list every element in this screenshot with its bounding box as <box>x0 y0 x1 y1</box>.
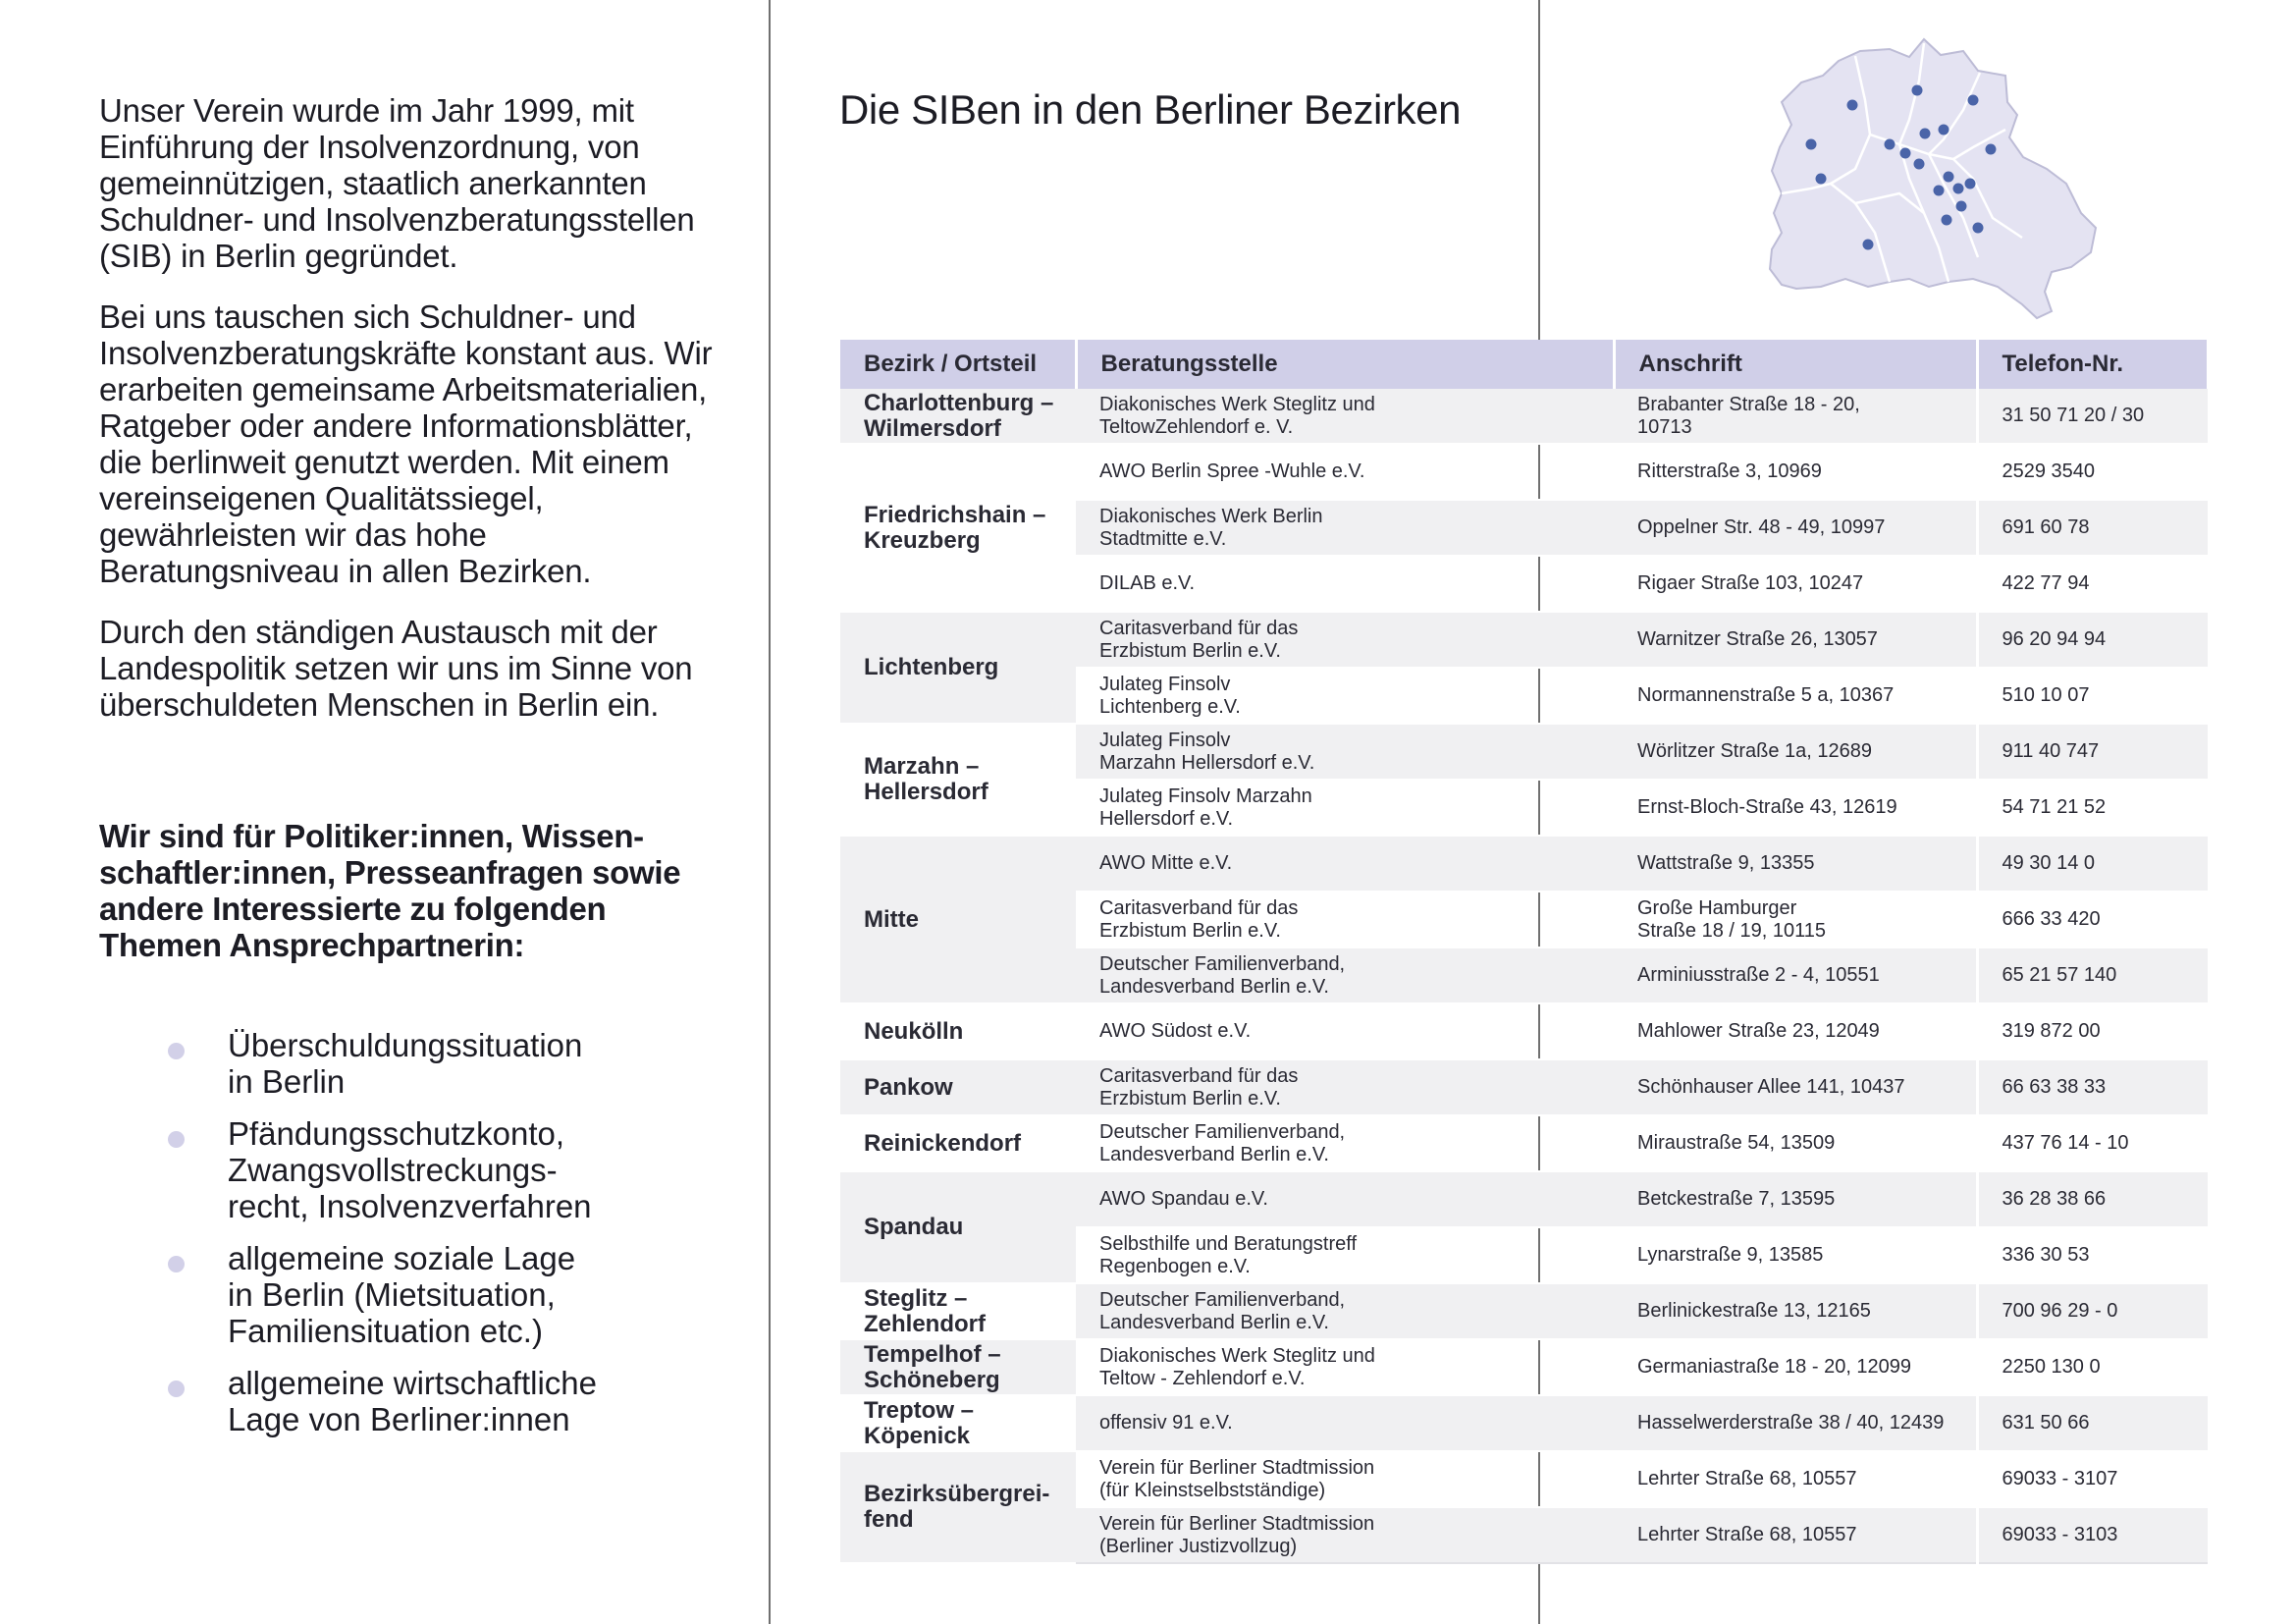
cell-beratungsstelle: Diakonisches Werk Berlin Stadtmitte e.V. <box>1076 500 1614 556</box>
table-body <box>840 389 2208 1563</box>
cell-bezirk: Neukölln <box>840 1003 1076 1059</box>
cell-anschrift: Lehrter Straße 68, 10557 <box>1614 1507 1977 1563</box>
cell-beratungsstelle: Deutscher Familienverband, Landesverband Berlin e.V. <box>1076 947 1614 1003</box>
cell-anschrift: Warnitzer Straße 26, 13057 <box>1614 612 1977 668</box>
cell-beratungsstelle: Julateg Finsolv Lichtenberg e.V. <box>1076 668 1614 724</box>
cell-anschrift: Oppelner Str. 48 - 49, 10997 <box>1614 500 1977 556</box>
cell-telefon: 36 28 38 66 <box>1977 1171 2208 1227</box>
cell-telefon: 336 30 53 <box>1977 1227 2208 1283</box>
cell-beratungsstelle: AWO Berlin Spree -Wuhle e.V. <box>1076 444 1614 500</box>
intro-paragraph-1: Unser Verein wurde im Jahr 1999, mit Einführung der Insolvenzordnung, von gemeinnützigen, staatlich anerkannten Schuldner- und Insolvenzberatungsstellen (SIB) in Berlin gegründet. <box>99 92 695 274</box>
col-header-bezirk: Bezirk / Ortsteil <box>840 340 1076 389</box>
cell-anschrift: Schönhauser Allee 141, 10437 <box>1614 1059 1977 1115</box>
cell-beratungsstelle: DILAB e.V. <box>1076 556 1614 612</box>
cell-anschrift: Betckestraße 7, 13595 <box>1614 1171 1977 1227</box>
cell-beratungsstelle: Julateg Finsolv Marzahn Hellersdorf e.V. <box>1076 780 1614 836</box>
intro-paragraph-2: Bei uns tauschen sich Schuldner- und Insolvenzberatungskräfte konstant aus. Wir erarbeiten gemeinsame Arbeitsmaterialien, Ratgeber oder andere Informationsblätter, die berlinweit genutzt werden. Mit einem vereinseigenen Qualitätssiegel, gewährleisten wir das hohe Beratungsniveau in allen Bezirken. <box>99 298 713 589</box>
topic-item <box>99 1365 727 1437</box>
left-panel <box>99 92 727 1453</box>
cell-beratungsstelle: Deutscher Familienverband, Landesverband Berlin e.V. <box>1076 1115 1614 1171</box>
bullet-icon <box>168 1131 185 1148</box>
table-row <box>840 1003 2208 1059</box>
cell-anschrift: Große Hamburger Straße 18 / 19, 10115 <box>1614 892 1977 947</box>
cell-anschrift: Ritterstraße 3, 10969 <box>1614 444 1977 500</box>
fold-line-left <box>769 0 771 1624</box>
cell-bezirk: Pankow <box>840 1059 1076 1115</box>
topic-item <box>99 1115 727 1224</box>
table-row <box>840 1283 2208 1339</box>
cell-beratungsstelle: Verein für Berliner Stadtmission (für Kleinstselbstständige) <box>1076 1451 1614 1507</box>
table-row <box>840 389 2208 444</box>
topic-list <box>99 1027 727 1437</box>
cell-anschrift: Brabanter Straße 18 - 20, 10713 <box>1614 389 1977 444</box>
cell-anschrift: Wattstraße 9, 13355 <box>1614 836 1977 892</box>
table-row <box>840 612 2208 668</box>
cell-bezirk: Charlottenburg – Wilmersdorf <box>840 389 1076 444</box>
cell-beratungsstelle: AWO Spandau e.V. <box>1076 1171 1614 1227</box>
cell-bezirk: Treptow – Köpenick <box>840 1395 1076 1451</box>
cell-anschrift: Normannenstraße 5 a, 10367 <box>1614 668 1977 724</box>
berlin-map-icon <box>1752 22 2106 326</box>
table-row <box>840 1451 2208 1507</box>
cell-anschrift: Hasselwerderstraße 38 / 40, 12439 <box>1614 1395 1977 1451</box>
cell-anschrift: Miraustraße 54, 13509 <box>1614 1115 1977 1171</box>
topic-label: Überschuldungssituation in Berlin <box>228 1027 583 1100</box>
col-header-telefon: Telefon-Nr. <box>1977 340 2208 389</box>
cell-telefon: 422 77 94 <box>1977 556 2208 612</box>
cell-bezirk: Reinickendorf <box>840 1115 1076 1171</box>
cell-beratungsstelle: Caritasverband für das Erzbistum Berlin e.V. <box>1076 612 1614 668</box>
cell-telefon: 700 96 29 - 0 <box>1977 1283 2208 1339</box>
bullet-icon <box>168 1043 185 1059</box>
cell-anschrift: Arminiusstraße 2 - 4, 10551 <box>1614 947 1977 1003</box>
cell-bezirk: Tempelhof – Schöneberg <box>840 1339 1076 1395</box>
table-row <box>840 724 2208 780</box>
intro-paragraph-3: Durch den ständigen Austausch mit der Landespolitik setzen wir uns im Sinne von überschuldeten Menschen in Berlin ein. <box>99 614 693 723</box>
cell-telefon: 69033 - 3103 <box>1977 1507 2208 1563</box>
cell-telefon: 510 10 07 <box>1977 668 2208 724</box>
cell-telefon: 66 63 38 33 <box>1977 1059 2208 1115</box>
topic-item <box>99 1027 727 1100</box>
cell-telefon: 65 21 57 140 <box>1977 947 2208 1003</box>
topic-item <box>99 1240 727 1349</box>
cell-beratungsstelle: Caritasverband für das Erzbistum Berlin e.V. <box>1076 1059 1614 1115</box>
cell-anschrift: Rigaer Straße 103, 10247 <box>1614 556 1977 612</box>
cell-bezirk: Spandau <box>840 1171 1076 1283</box>
table-row <box>840 1171 2208 1227</box>
contact-lead: Wir sind für Politiker:innen, Wissen-schaftler:innen, Presseanfragen sowie andere Interessierte zu folgenden Themen Ansprechpartnerin: <box>99 818 681 963</box>
table-row <box>840 836 2208 892</box>
cell-bezirk: Friedrichshain – Kreuzberg <box>840 444 1076 612</box>
cell-anschrift: Wörlitzer Straße 1a, 12689 <box>1614 724 1977 780</box>
cell-bezirk: Mitte <box>840 836 1076 1003</box>
cell-beratungsstelle: Selbsthilfe und Beratungstreff Regenbogen e.V. <box>1076 1227 1614 1283</box>
cell-anschrift: Lynarstraße 9, 13585 <box>1614 1227 1977 1283</box>
topic-label: allgemeine soziale Lage in Berlin (Mietsituation, Familiensituation etc.) <box>228 1240 576 1349</box>
cell-bezirk: Steglitz – Zehlendorf <box>840 1283 1076 1339</box>
cell-telefon: 69033 - 3107 <box>1977 1451 2208 1507</box>
cell-telefon: 911 40 747 <box>1977 724 2208 780</box>
col-header-anschrift: Anschrift <box>1614 340 1977 389</box>
cell-telefon: 54 71 21 52 <box>1977 780 2208 836</box>
cell-telefon: 2250 130 0 <box>1977 1339 2208 1395</box>
topic-label: allgemeine wirtschaftliche Lage von Berliner:innen <box>228 1365 598 1437</box>
cell-bezirk: Lichtenberg <box>840 612 1076 724</box>
cell-telefon: 437 76 14 - 10 <box>1977 1115 2208 1171</box>
intro-text <box>99 92 727 723</box>
table-row <box>840 1059 2208 1115</box>
cell-anschrift: Ernst-Bloch-Straße 43, 12619 <box>1614 780 1977 836</box>
cell-beratungsstelle: Deutscher Familienverband, Landesverband Berlin e.V. <box>1076 1283 1614 1339</box>
cell-beratungsstelle: AWO Südost e.V. <box>1076 1003 1614 1059</box>
cell-anschrift: Mahlower Straße 23, 12049 <box>1614 1003 1977 1059</box>
cell-beratungsstelle: Julateg Finsolv Marzahn Hellersdorf e.V. <box>1076 724 1614 780</box>
table-row <box>840 1115 2208 1171</box>
page-title: Die SIBen in den Berliner Bezirken <box>839 86 1462 133</box>
cell-bezirk: Bezirksübergrei- fend <box>840 1451 1076 1563</box>
cell-telefon: 49 30 14 0 <box>1977 836 2208 892</box>
cell-anschrift: Lehrter Straße 68, 10557 <box>1614 1451 1977 1507</box>
cell-beratungsstelle: Caritasverband für das Erzbistum Berlin e.V. <box>1076 892 1614 947</box>
table-row <box>840 444 2208 500</box>
cell-telefon: 319 872 00 <box>1977 1003 2208 1059</box>
cell-beratungsstelle: offensiv 91 e.V. <box>1076 1395 1614 1451</box>
bullet-icon <box>168 1380 185 1397</box>
table-row <box>840 1395 2208 1451</box>
cell-anschrift: Germaniastraße 18 - 20, 12099 <box>1614 1339 1977 1395</box>
cell-telefon: 31 50 71 20 / 30 <box>1977 389 2208 444</box>
cell-telefon: 691 60 78 <box>1977 500 2208 556</box>
cell-beratungsstelle: Diakonisches Werk Steglitz und Teltow - Zehlendorf e.V. <box>1076 1339 1614 1395</box>
cell-telefon: 631 50 66 <box>1977 1395 2208 1451</box>
cell-telefon: 96 20 94 94 <box>1977 612 2208 668</box>
sib-table <box>840 340 2210 1564</box>
cell-beratungsstelle: Verein für Berliner Stadtmission (Berliner Justizvollzug) <box>1076 1507 1614 1563</box>
topic-label: Pfändungsschutzkonto, Zwangsvollstreckungs- recht, Insolvenzverfahren <box>228 1115 592 1224</box>
cell-beratungsstelle: Diakonisches Werk Steglitz und TeltowZehlendorf e. V. <box>1076 389 1614 444</box>
table-row <box>840 1339 2208 1395</box>
table-header-row <box>840 340 2208 389</box>
cell-anschrift: Berlinickestraße 13, 12165 <box>1614 1283 1977 1339</box>
cell-bezirk: Marzahn – Hellersdorf <box>840 724 1076 836</box>
bullet-icon <box>168 1256 185 1272</box>
col-header-beratungsstelle: Beratungsstelle <box>1076 340 1614 389</box>
cell-telefon: 666 33 420 <box>1977 892 2208 947</box>
cell-beratungsstelle: AWO Mitte e.V. <box>1076 836 1614 892</box>
cell-telefon: 2529 3540 <box>1977 444 2208 500</box>
